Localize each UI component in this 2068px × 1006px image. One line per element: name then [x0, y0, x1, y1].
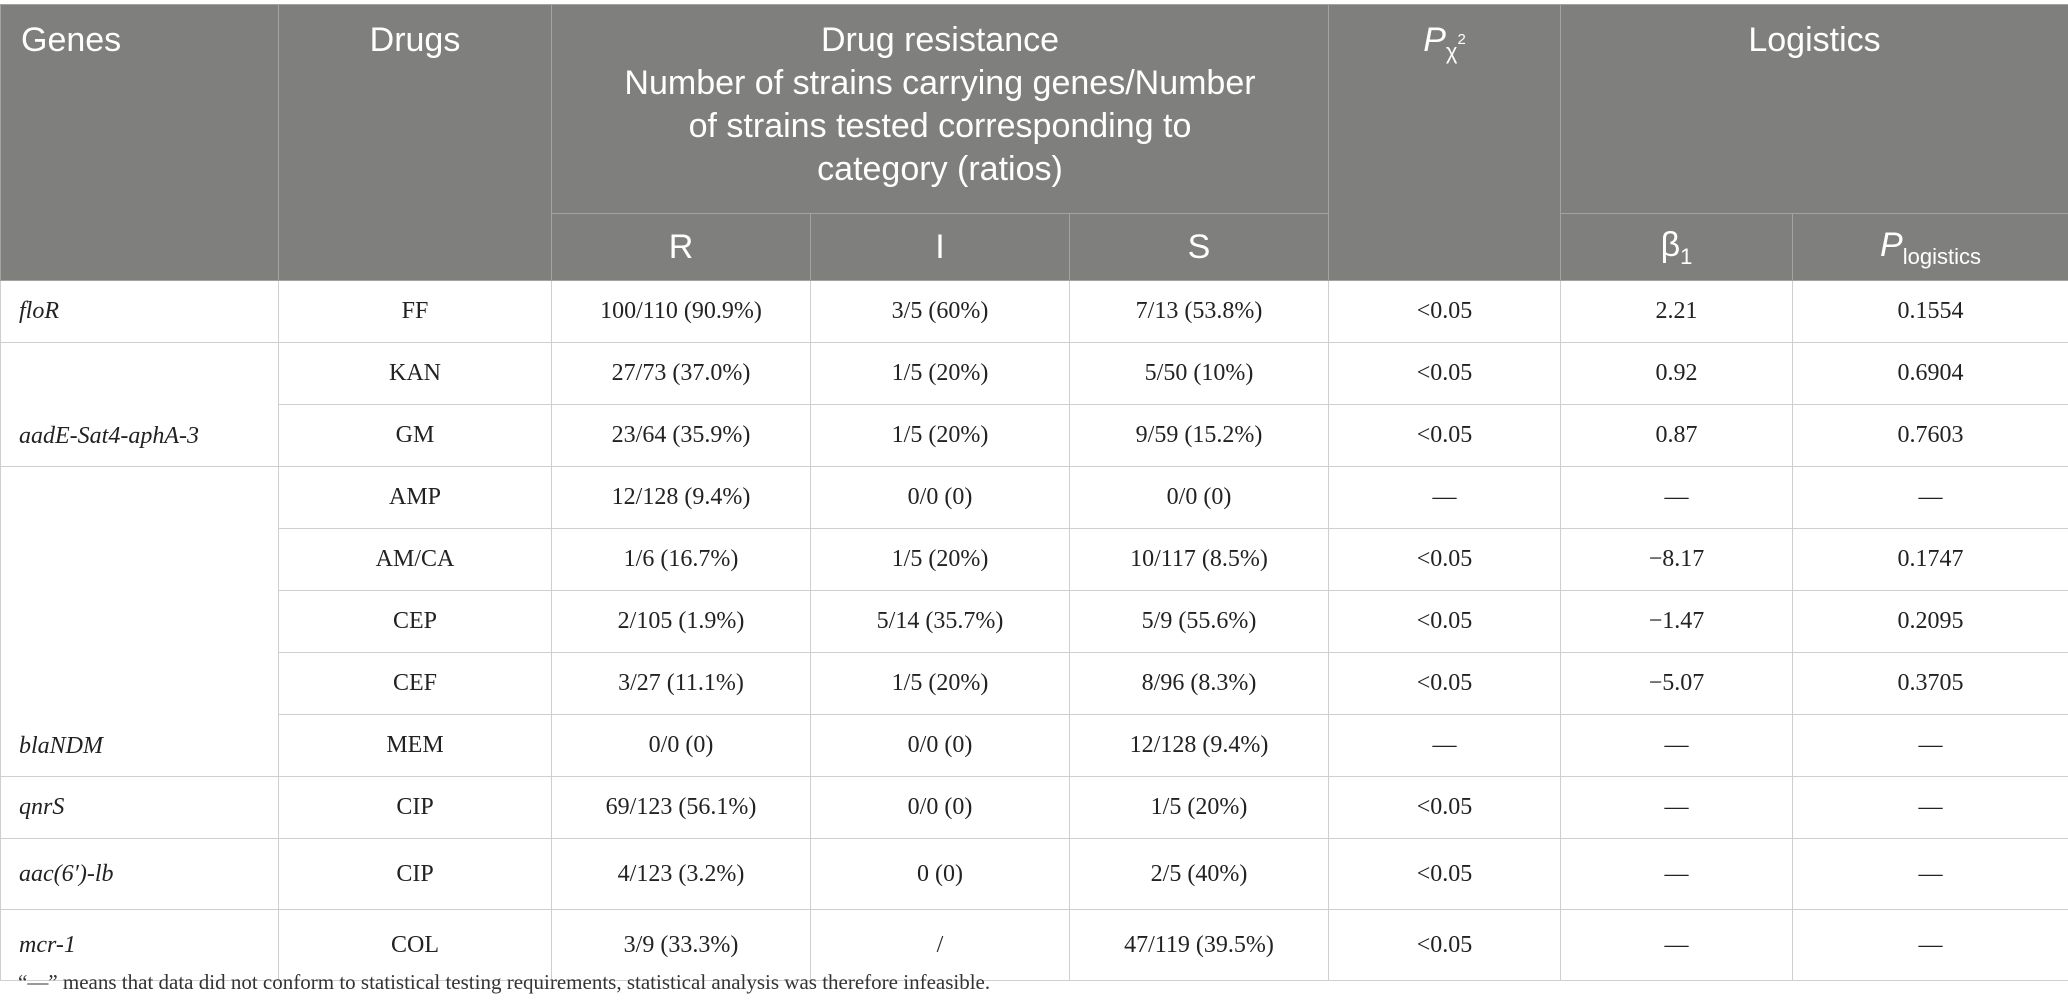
p-logistics-cell: 0.3705 — [1793, 653, 2068, 715]
header-p-chi2-main: P — [1423, 21, 1446, 59]
beta1-cell: −8.17 — [1561, 529, 1793, 591]
susceptible-cell: 9/59 (15.2%) — [1070, 405, 1329, 467]
gene-cell: mcr-1 — [1, 910, 279, 981]
intermediate-cell: / — [811, 910, 1070, 981]
susceptible-cell: 2/5 (40%) — [1070, 839, 1329, 910]
susceptible-cell: 1/5 (20%) — [1070, 777, 1329, 839]
resistant-cell: 69/123 (56.1%) — [552, 777, 811, 839]
drug-cell: CEP — [279, 591, 552, 653]
drug-cell: COL — [279, 910, 552, 981]
p-logistics-cell: — — [1793, 910, 2068, 981]
beta1-cell: — — [1561, 777, 1793, 839]
header-drug-resistance-line2: Number of strains carrying genes/Number — [624, 64, 1256, 102]
drug-cell: AMP — [279, 467, 552, 529]
intermediate-cell: 1/5 (20%) — [811, 653, 1070, 715]
header-i: I — [811, 214, 1070, 281]
p-chi2-cell: <0.05 — [1329, 281, 1561, 343]
intermediate-cell: 1/5 (20%) — [811, 529, 1070, 591]
data-table-container — [0, 4, 2068, 981]
header-drug-resistance-line3: of strains tested corresponding to — [688, 107, 1192, 145]
header-drugs: Drugs — [279, 5, 552, 281]
table-header — [1, 5, 2068, 281]
table-row — [1, 653, 2068, 715]
resistant-cell: 3/27 (11.1%) — [552, 653, 811, 715]
beta1-cell: — — [1561, 715, 1793, 777]
resistant-cell: 4/123 (3.2%) — [552, 839, 811, 910]
header-p-logistics — [1793, 214, 2068, 281]
intermediate-cell: 0/0 (0) — [811, 715, 1070, 777]
p-chi2-cell: — — [1329, 715, 1561, 777]
susceptible-cell: 5/9 (55.6%) — [1070, 591, 1329, 653]
p-logistics-cell: — — [1793, 467, 2068, 529]
p-logistics-cell: 0.7603 — [1793, 405, 2068, 467]
intermediate-cell: 0/0 (0) — [811, 467, 1070, 529]
p-chi2-cell: <0.05 — [1329, 653, 1561, 715]
header-r: R — [552, 214, 811, 281]
intermediate-cell: 1/5 (20%) — [811, 343, 1070, 405]
beta1-cell: 0.92 — [1561, 343, 1793, 405]
beta1-cell: — — [1561, 467, 1793, 529]
p-chi2-cell: <0.05 — [1329, 777, 1561, 839]
resistant-cell: 3/9 (33.3%) — [552, 910, 811, 981]
p-logistics-cell: 0.6904 — [1793, 343, 2068, 405]
p-chi2-cell: <0.05 — [1329, 405, 1561, 467]
gene-cell: qnrS — [1, 777, 279, 839]
beta1-cell: 2.21 — [1561, 281, 1793, 343]
susceptible-cell: 12/128 (9.4%) — [1070, 715, 1329, 777]
beta1-cell: −5.07 — [1561, 653, 1793, 715]
table-footnote: “—” means that data did not conform to statistical testing requirements, statistical analysis was therefore infeasible. — [18, 970, 991, 994]
resistant-cell: 12/128 (9.4%) — [552, 467, 811, 529]
drug-cell: FF — [279, 281, 552, 343]
susceptible-cell: 5/50 (10%) — [1070, 343, 1329, 405]
header-beta-main: β — [1660, 226, 1681, 264]
p-chi2-cell: <0.05 — [1329, 591, 1561, 653]
intermediate-cell: 1/5 (20%) — [811, 405, 1070, 467]
resistant-cell: 100/110 (90.9%) — [552, 281, 811, 343]
p-chi2-cell: <0.05 — [1329, 343, 1561, 405]
drug-cell: CIP — [279, 777, 552, 839]
drug-cell: KAN — [279, 343, 552, 405]
p-chi2-cell: <0.05 — [1329, 910, 1561, 981]
resistant-cell: 0/0 (0) — [552, 715, 811, 777]
table-row — [1, 343, 2068, 405]
drug-cell: CIP — [279, 839, 552, 910]
resistant-cell: 2/105 (1.9%) — [552, 591, 811, 653]
table-row — [1, 467, 2068, 529]
p-logistics-cell: — — [1793, 839, 2068, 910]
gene-cell: floR — [1, 281, 279, 343]
header-p-chi2-sub: χ — [1445, 39, 1458, 64]
data-table — [0, 4, 2068, 981]
p-chi2-cell: — — [1329, 467, 1561, 529]
beta1-cell: — — [1561, 839, 1793, 910]
header-drug-resistance — [552, 5, 1329, 214]
drug-cell: CEF — [279, 653, 552, 715]
table-row — [1, 839, 2068, 910]
table-row — [1, 281, 2068, 343]
p-chi2-cell: <0.05 — [1329, 839, 1561, 910]
header-p-chi2-sup: 2 — [1457, 31, 1466, 48]
header-genes: Genes — [1, 5, 279, 281]
table-row — [1, 715, 2068, 777]
header-p-log-sub: logistics — [1902, 244, 1981, 269]
susceptible-cell: 10/117 (8.5%) — [1070, 529, 1329, 591]
header-beta1 — [1561, 214, 1793, 281]
drug-cell: GM — [279, 405, 552, 467]
header-drug-resistance-line1: Drug resistance — [820, 21, 1060, 59]
resistant-cell: 23/64 (35.9%) — [552, 405, 811, 467]
p-logistics-cell: — — [1793, 715, 2068, 777]
table-row — [1, 591, 2068, 653]
gene-cell: blaNDM — [1, 467, 279, 777]
header-p-chi2 — [1329, 5, 1561, 281]
intermediate-cell: 0/0 (0) — [811, 777, 1070, 839]
susceptible-cell: 8/96 (8.3%) — [1070, 653, 1329, 715]
p-logistics-cell: 0.1554 — [1793, 281, 2068, 343]
table-row — [1, 529, 2068, 591]
beta1-cell: — — [1561, 910, 1793, 981]
p-logistics-cell: — — [1793, 777, 2068, 839]
gene-cell: aac(6′)-lb — [1, 839, 279, 910]
header-beta-sub: 1 — [1680, 244, 1693, 269]
header-p-log-main: P — [1880, 226, 1903, 264]
intermediate-cell: 5/14 (35.7%) — [811, 591, 1070, 653]
p-logistics-cell: 0.1747 — [1793, 529, 2068, 591]
p-chi2-cell: <0.05 — [1329, 529, 1561, 591]
p-logistics-cell: 0.2095 — [1793, 591, 2068, 653]
resistant-cell: 27/73 (37.0%) — [552, 343, 811, 405]
drug-cell: MEM — [279, 715, 552, 777]
resistant-cell: 1/6 (16.7%) — [552, 529, 811, 591]
susceptible-cell: 7/13 (53.8%) — [1070, 281, 1329, 343]
intermediate-cell: 3/5 (60%) — [811, 281, 1070, 343]
table-body — [1, 281, 2068, 981]
susceptible-cell: 47/119 (39.5%) — [1070, 910, 1329, 981]
beta1-cell: −1.47 — [1561, 591, 1793, 653]
table-row — [1, 777, 2068, 839]
beta1-cell: 0.87 — [1561, 405, 1793, 467]
drug-cell: AM/CA — [279, 529, 552, 591]
header-logistics: Logistics — [1561, 5, 2068, 214]
susceptible-cell: 0/0 (0) — [1070, 467, 1329, 529]
header-s: S — [1070, 214, 1329, 281]
intermediate-cell: 0 (0) — [811, 839, 1070, 910]
header-drug-resistance-line4: category (ratios) — [817, 150, 1063, 188]
gene-cell: aadE-Sat4-aphA-3 — [1, 343, 279, 467]
table-row — [1, 405, 2068, 467]
